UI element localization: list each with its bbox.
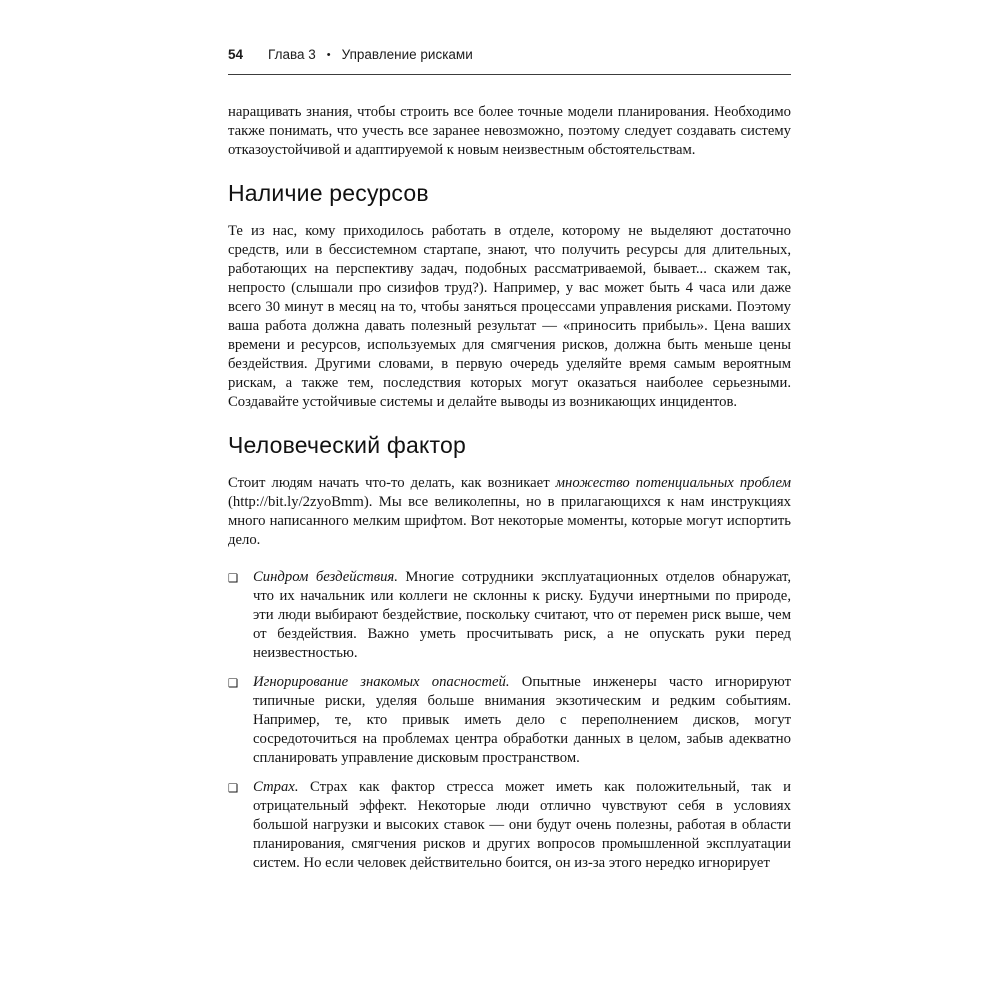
- square-bullet-icon: ❑: [228, 676, 239, 690]
- list-item: [228, 778, 791, 873]
- chapter-title: Управление рисками: [341, 47, 473, 62]
- list-item-text: Игнорирование знакомых опасностей. Опытные инженеры часто игнорируют типичные риски, уделяя больше внимания экзотическим и редким событиям. Например, те, кто привык иметь дело с переполнением дисков, могут сосредоточиться на проблемах центра обработки данных в целом, забыв адекватно спланировать управление дисковым пространством.: [253, 674, 791, 766]
- running-head: [228, 47, 791, 75]
- section-heading-human-factor: Человеческий фактор: [228, 432, 466, 458]
- list-item-text: Страх. Страх как фактор стресса может иметь как положительный, так и отрицательный эффект. Некоторые люди отлично чувствуют себя в условиях большой нагрузки и высоких ставок — они будут очень полезны, работая в области планирования, смягчения рисков и других вопросов промышленной эксплуатации систем. Но если человек действительно боится, он из-за этого нередко игнорирует: [253, 779, 791, 871]
- resources-paragraph: Те из нас, кому приходилось работать в отделе, которому не выделяют достаточно средств, или в бессистемном стартапе, знают, что получить ресурсы для длительных, работающих на перспективу задач, подобных рассматриваемой, бывает... скажем так, непросто (слышали про сизифов труд?). Например, у вас может быть 4 часа или даже всего 30 минут в месяц на то, чтобы заняться процессами управления рисками. Поэтому ваша работа должна давать полезный результат — «приносить прибыль». Цена ваших времени и ресурсов, используемых для смягчения рисков, должна быть меньше цены бездействия. Другими словами, в первую очередь уделяйте время самым вероятным рискам, а также тем, последствия которых могут оказаться наиболее серьезными. Создавайте устойчивые системы и делайте выводы из возникающих инцидентов.: [228, 223, 791, 410]
- list-item: [228, 673, 791, 768]
- human-factor-bullet-list: [228, 568, 791, 873]
- chapter-label: Глава 3: [268, 47, 316, 62]
- square-bullet-icon: ❑: [228, 781, 239, 795]
- list-item-text: Синдром бездействия. Многие сотрудники эксплуатационных отделов обнаружат, что их начальник или коллеги не склонны к риску. Будучи инертными по природе, эти люди выбирают бездействие, поскольку считают, что от перемен риск выше, чем от бездействия. Важно уметь просчитывать риск, а не опускать руки перед неизвестностью.: [253, 569, 791, 661]
- section-heading-resources: Наличие ресурсов: [228, 180, 429, 206]
- book-page-content: [228, 47, 791, 873]
- square-bullet-icon: ❑: [228, 571, 239, 585]
- human-factor-paragraph: Стоит людям начать что-то делать, как возникает множество потенциальных проблем (http://bit.ly/2zyoBmm). Мы все великолепны, но в прилагающихся к нам инструкциях много написанного мелким шрифтом. Вот некоторые моменты, которые могут испортить дело.: [228, 475, 791, 548]
- intro-paragraph: наращивать знания, чтобы строить все более точные модели планирования. Необходимо также понимать, что учесть все заранее невозможно, поэтому следует создавать систему отказоустойчивой и адаптируемой к новым неизвестным обстоятельствам.: [228, 104, 791, 158]
- list-item: [228, 568, 791, 663]
- page-number: 54: [228, 47, 244, 62]
- header-separator-bullet: •: [326, 49, 331, 61]
